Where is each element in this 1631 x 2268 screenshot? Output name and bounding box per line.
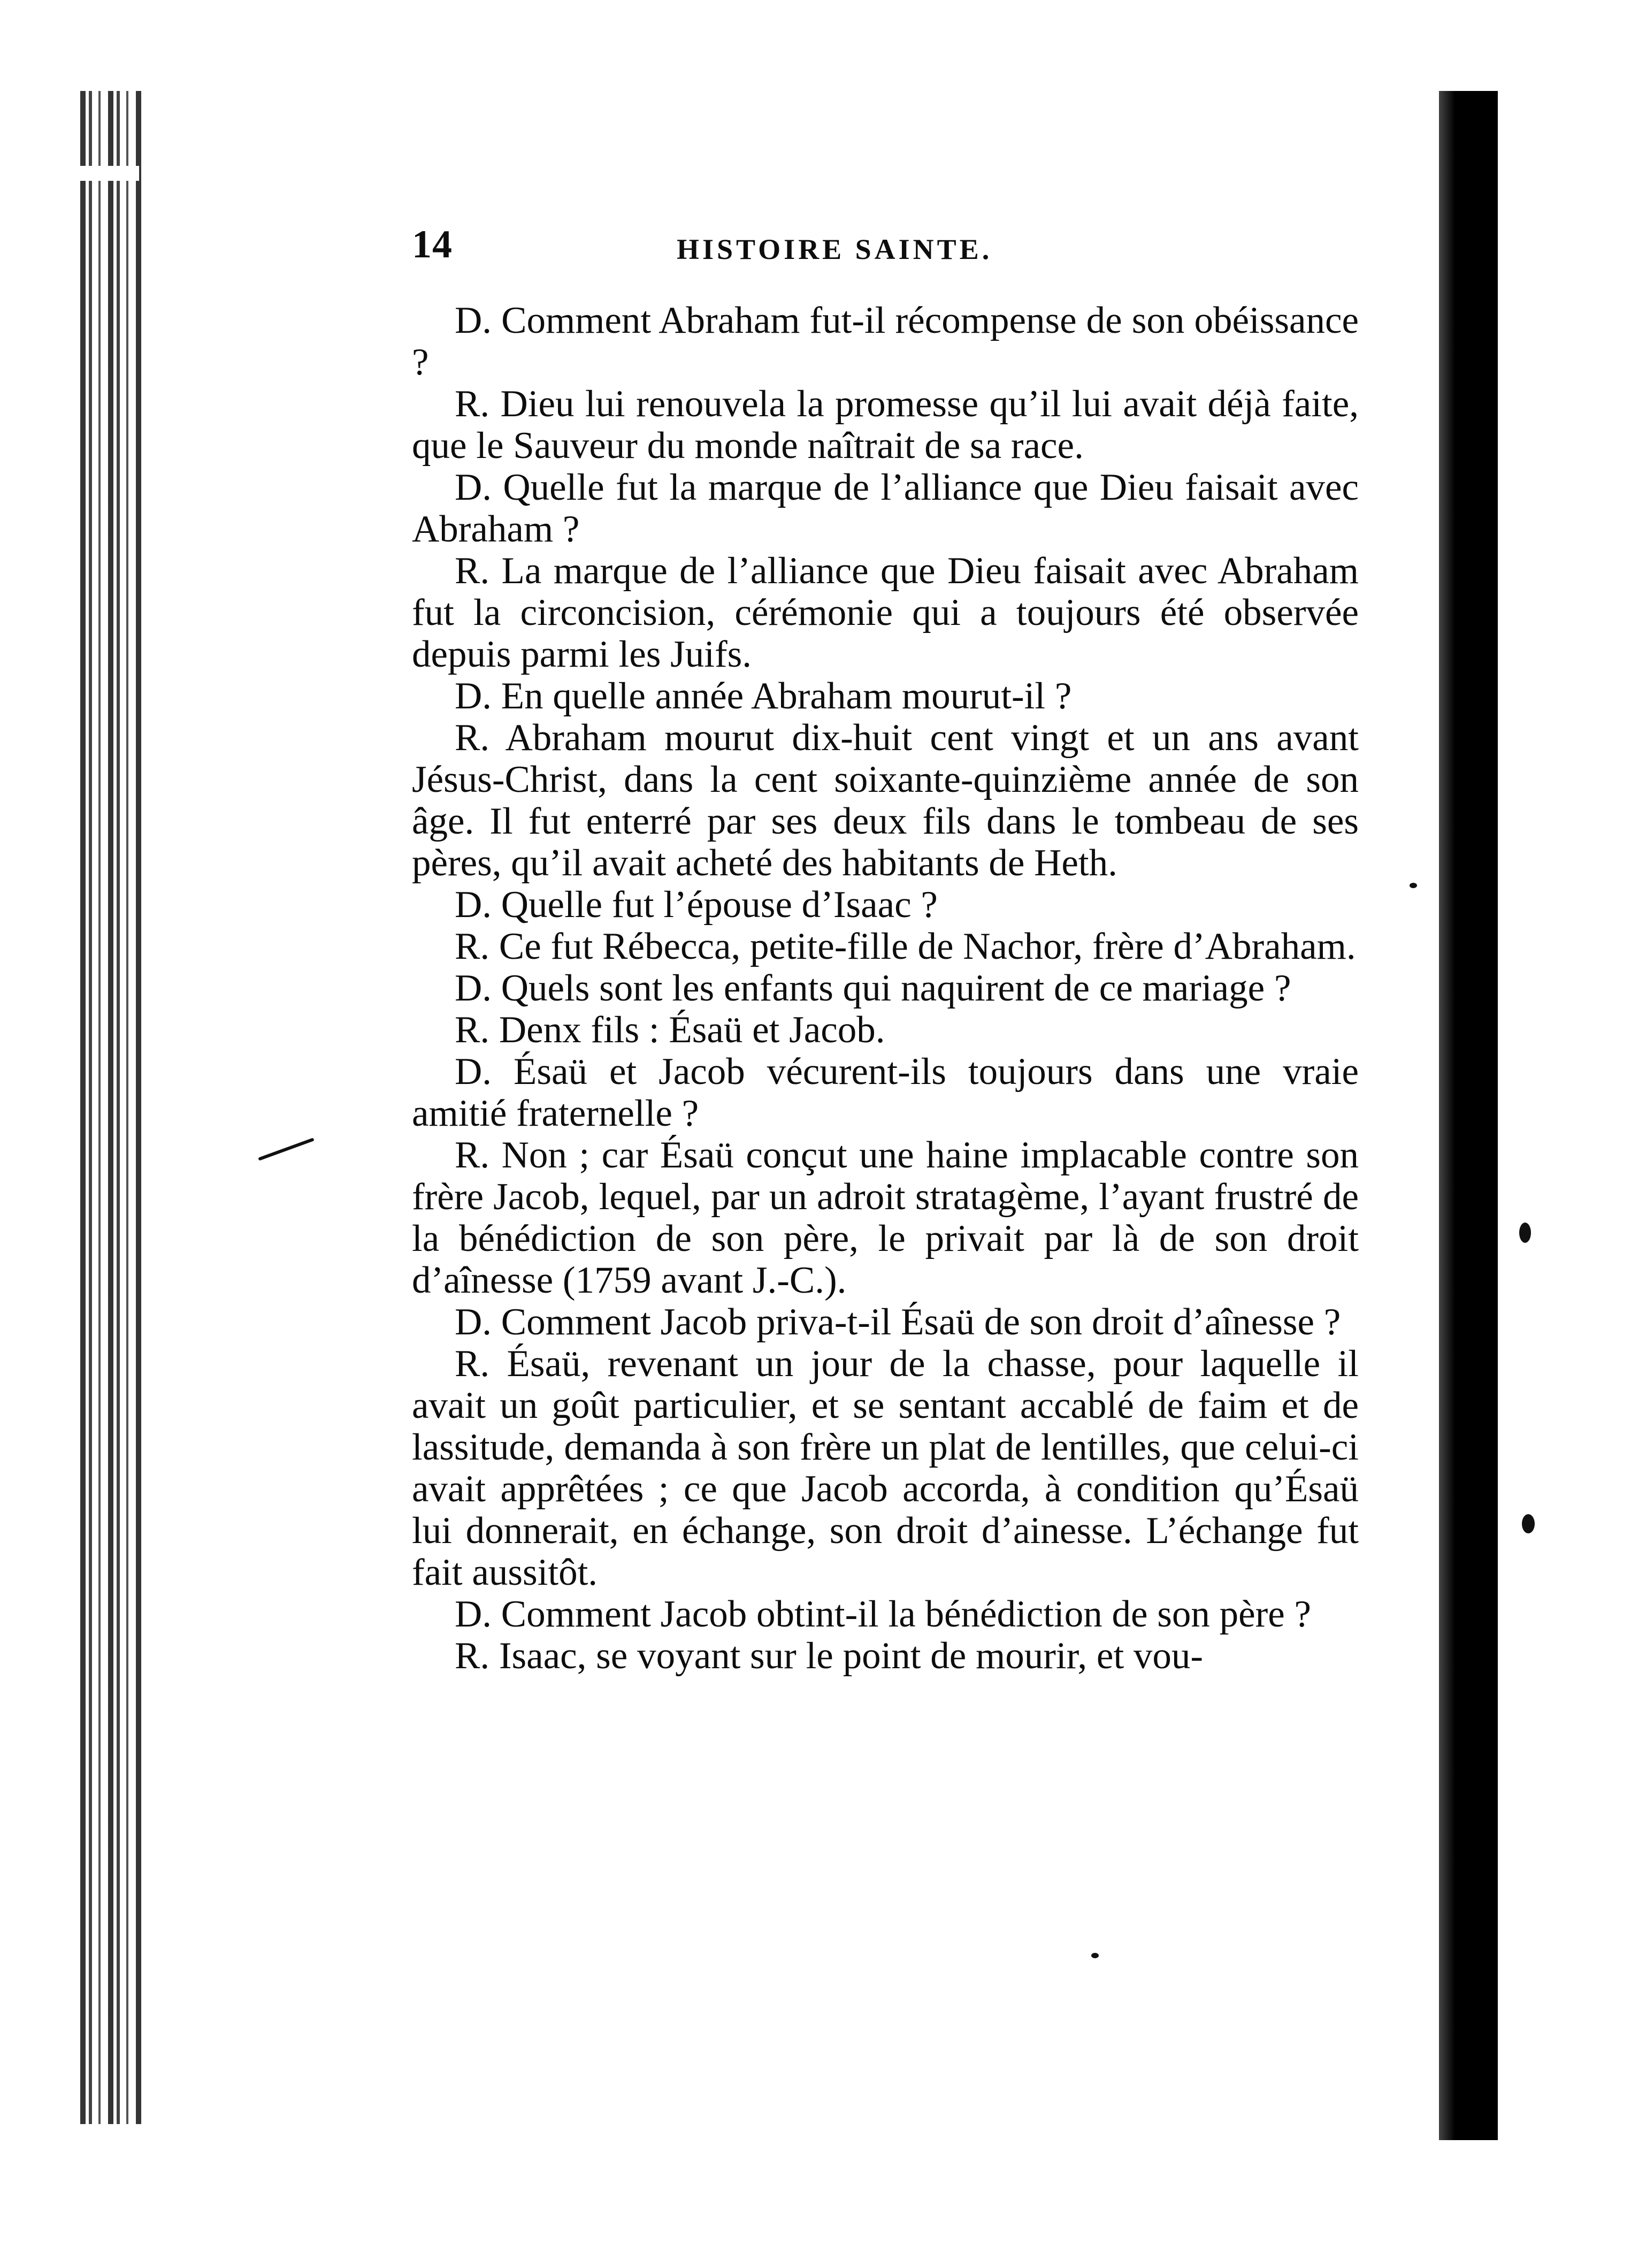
paragraph-answer: R. Dieu lui renouvela la promesse qu’il lui avait déjà faite, que le Sauveur du monde naîtrait de sa race. (412, 383, 1359, 467)
paragraph-question: D. Comment Abraham fut-il récompense de son obéissance ? (412, 300, 1359, 383)
paragraph-question: D. Quels sont les enfants qui naquirent de ce mariage ? (455, 967, 1291, 1009)
scan-speck (1519, 1223, 1531, 1243)
left-binding-edge (80, 91, 144, 2124)
left-binding-gap (80, 166, 139, 181)
right-binding-edge (1439, 91, 1498, 2140)
paragraph-answer: R. Ésaü, revenant un jour de la chasse, pour laquelle il avait un goût particulier, et se sentant accablé de faim et de lassitude, demanda à son frère un plat de lentilles, que celui-ci avait apprêtées ; ce que Jacob accorda, à condition qu’Ésaü lui donnerait, en échange, son droit d’ainesse. L’échange fut fait aussitôt. (412, 1343, 1359, 1593)
scan-speck (1410, 883, 1417, 888)
scan-speck (258, 1137, 314, 1160)
paragraph-question: D. Quelle fut l’épouse d’Isaac ? (455, 884, 938, 926)
paragraph-answer: R. Ce fut Rébecca, petite-fille de Nachor, frère d’Abraham. (455, 926, 1356, 967)
paragraph-answer: R. Denx fils : Ésaü et Jacob. (455, 1009, 885, 1051)
paragraph-answer: R. Abraham mourut dix-huit cent vingt et un ans avant Jésus-Christ, dans la cent soixante-quinzième année de son âge. Il fut enterré par ses deux fils dans le tombeau de ses pères, qu’il avait acheté des habitants de Heth. (412, 717, 1359, 884)
paragraph-question: D. Quelle fut la marque de l’alliance que Dieu faisait avec Abraham ? (412, 467, 1359, 550)
paragraph-answer: R. La marque de l’alliance que Dieu faisait avec Abraham fut la circoncision, cérémonie qui a toujours été observée depuis parmi les Juifs. (412, 550, 1359, 675)
page-header (412, 222, 1359, 270)
paragraph-question: D. Comment Jacob obtint-il la bénédiction de son père ? (455, 1593, 1312, 1635)
paragraph-answer: R. Non ; car Ésaü conçut une haine implacable contre son frère Jacob, lequel, par un adroit stratagème, l’ayant frustré de la bénédiction de son père, le privait par là de son droit d’aînesse (1759 avant J.-C.). (412, 1134, 1359, 1301)
scan-speck (1522, 1514, 1535, 1533)
running-head: HISTOIRE SAINTE. (677, 233, 993, 265)
paragraph-answer: R. Isaac, se voyant sur le point de mourir, et vou- (455, 1635, 1204, 1677)
page-number: 14 (412, 223, 453, 266)
paragraph-question: D. Comment Jacob priva-t-il Ésaü de son droit d’aînesse ? (455, 1301, 1341, 1343)
paragraph-question: D. En quelle année Abraham mourut-il ? (455, 675, 1072, 717)
body-text (412, 300, 1359, 1677)
scan-speck (1091, 1953, 1099, 1958)
paragraph-question: D. Ésaü et Jacob vécurent-ils toujours dans une vraie amitié fraternelle ? (412, 1051, 1359, 1134)
